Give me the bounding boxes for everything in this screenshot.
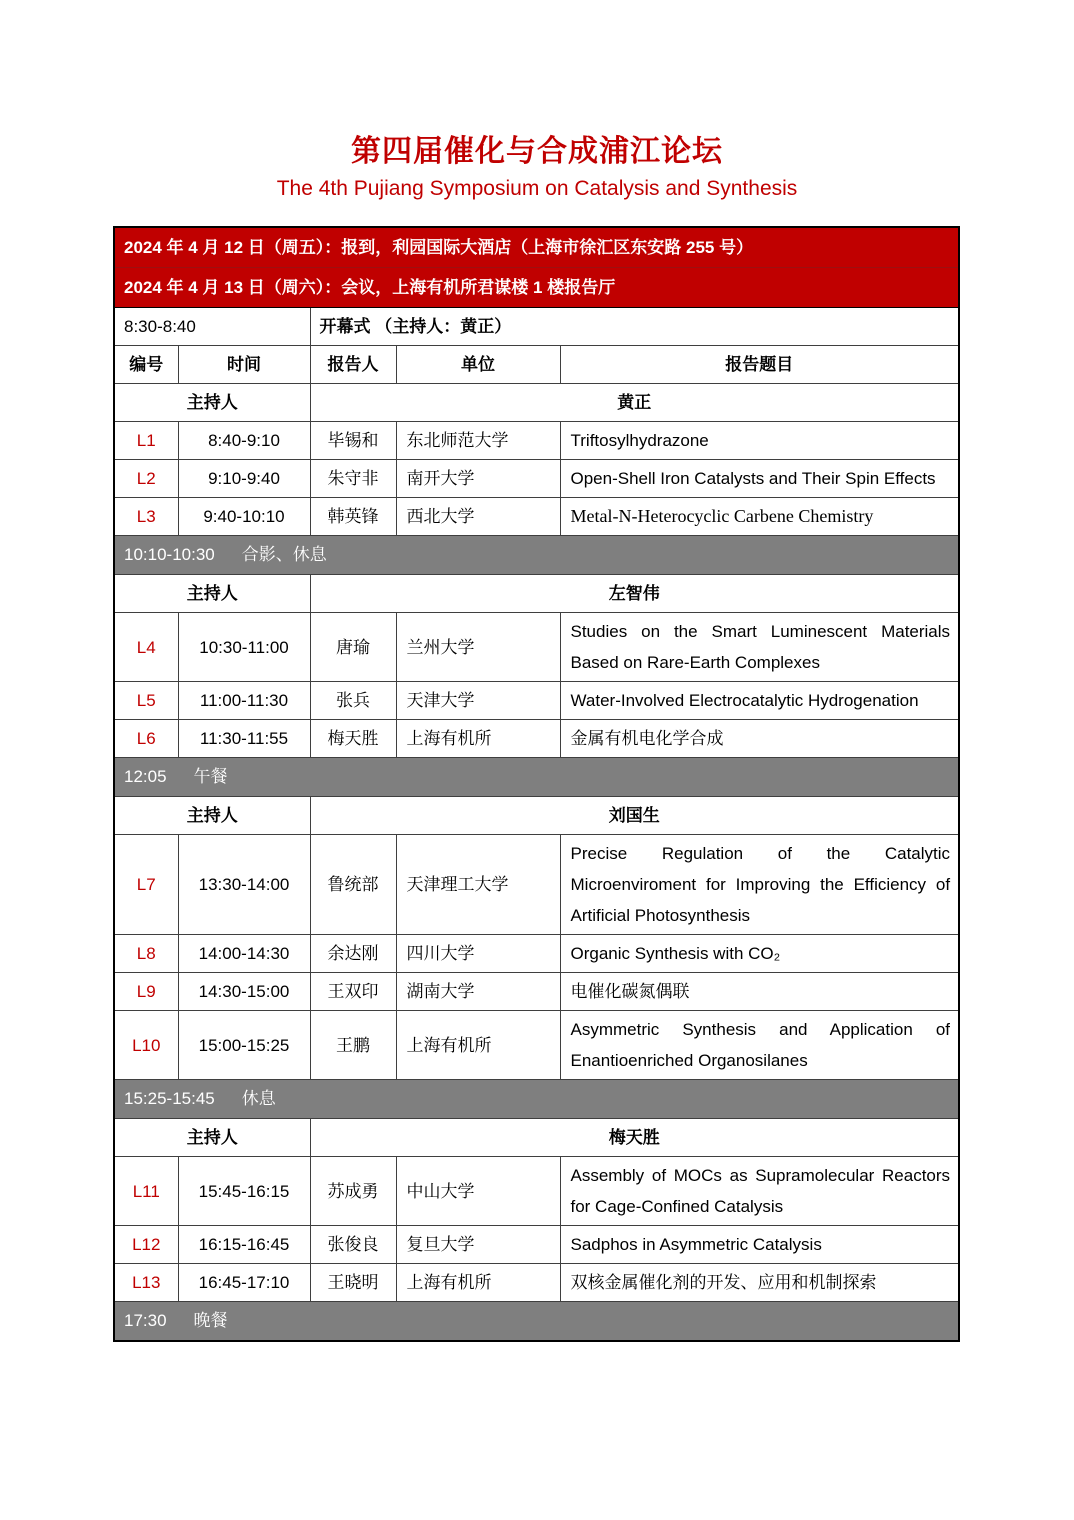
talk-time: 8:40-9:10 xyxy=(178,422,310,460)
talk-row xyxy=(114,1157,959,1226)
talk-time: 10:30-11:00 xyxy=(178,613,310,682)
chair-row xyxy=(114,1119,959,1157)
col-header-time: 时间 xyxy=(178,346,310,384)
talk-speaker: 张俊良 xyxy=(310,1226,396,1264)
talk-title: Water-Involved Electrocatalytic Hydrogenation xyxy=(560,682,959,720)
opening-label: 开幕式 （主持人：黄正） xyxy=(310,308,959,346)
talk-title: Metal-N-Heterocyclic Carbene Chemistry xyxy=(560,498,959,536)
chair-name: 左智伟 xyxy=(310,575,959,613)
talk-row xyxy=(114,835,959,935)
talk-time: 15:45-16:15 xyxy=(178,1157,310,1226)
chair-label: 主持人 xyxy=(114,384,310,422)
talk-title: Organic Synthesis with CO₂ xyxy=(560,935,959,973)
talk-row xyxy=(114,613,959,682)
talk-id: L8 xyxy=(114,935,178,973)
talk-row xyxy=(114,422,959,460)
talk-time: 14:00-14:30 xyxy=(178,935,310,973)
talk-row xyxy=(114,935,959,973)
chair-name: 刘国生 xyxy=(310,797,959,835)
talk-time: 13:30-14:00 xyxy=(178,835,310,935)
talk-affiliation: 上海有机所 xyxy=(396,720,560,758)
talk-time: 16:15-16:45 xyxy=(178,1226,310,1264)
col-header-affiliation: 单位 xyxy=(396,346,560,384)
break-label: 合影、休息 xyxy=(241,545,327,564)
talk-row xyxy=(114,1226,959,1264)
program-table xyxy=(113,226,960,1342)
talk-time: 9:10-9:40 xyxy=(178,460,310,498)
talk-row xyxy=(114,1011,959,1080)
talk-row xyxy=(114,498,959,536)
page-title: 第四届催化与合成浦江论坛 xyxy=(351,135,723,168)
talk-affiliation: 复旦大学 xyxy=(396,1226,560,1264)
talk-speaker: 余达刚 xyxy=(310,935,396,973)
break-time: 15:25-15:45 xyxy=(124,1089,215,1108)
talk-id: L9 xyxy=(114,973,178,1011)
talk-speaker: 王双印 xyxy=(310,973,396,1011)
talk-affiliation: 西北大学 xyxy=(396,498,560,536)
opening-row xyxy=(114,308,959,346)
talk-time: 11:00-11:30 xyxy=(178,682,310,720)
banner-row xyxy=(114,268,959,308)
talk-row xyxy=(114,682,959,720)
talk-affiliation: 四川大学 xyxy=(396,935,560,973)
break-row xyxy=(114,1302,959,1342)
talk-row xyxy=(114,460,959,498)
talk-affiliation: 上海有机所 xyxy=(396,1264,560,1302)
talk-time: 16:45-17:10 xyxy=(178,1264,310,1302)
talk-row xyxy=(114,720,959,758)
chair-name: 梅天胜 xyxy=(310,1119,959,1157)
talk-time: 11:30-11:55 xyxy=(178,720,310,758)
talk-title: Assembly of MOCs as Supramolecular Reactors for Cage-Confined Catalysis xyxy=(560,1157,959,1226)
talk-id: L1 xyxy=(114,422,178,460)
talk-id: L3 xyxy=(114,498,178,536)
talk-id: L4 xyxy=(114,613,178,682)
talk-title: 双核金属催化剂的开发、应用和机制探索 xyxy=(560,1264,959,1302)
talk-speaker: 鲁统部 xyxy=(310,835,396,935)
col-header-id: 编号 xyxy=(114,346,178,384)
col-header-title: 报告题目 xyxy=(560,346,959,384)
talk-title: Triftosylhydrazone xyxy=(560,422,959,460)
talk-row xyxy=(114,973,959,1011)
talk-title: 电催化碳氮偶联 xyxy=(560,973,959,1011)
talk-title: Studies on the Smart Luminescent Materials Based on Rare-Earth Complexes xyxy=(560,613,959,682)
talk-speaker: 韩英锋 xyxy=(310,498,396,536)
talk-title: Precise Regulation of the Catalytic Microenviroment for Improving the Efficiency of Artificial Photosynthesis xyxy=(560,835,959,935)
talk-speaker: 唐瑜 xyxy=(310,613,396,682)
chair-label: 主持人 xyxy=(114,797,310,835)
break-time: 10:10-10:30 xyxy=(124,545,215,564)
talk-speaker: 王鹏 xyxy=(310,1011,396,1080)
chair-label: 主持人 xyxy=(114,1119,310,1157)
break-row xyxy=(114,1080,959,1119)
talk-affiliation: 南开大学 xyxy=(396,460,560,498)
chair-row xyxy=(114,575,959,613)
talk-speaker: 朱守非 xyxy=(310,460,396,498)
break-label: 午餐 xyxy=(193,767,228,786)
talk-id: L7 xyxy=(114,835,178,935)
talk-id: L5 xyxy=(114,682,178,720)
talk-affiliation: 上海有机所 xyxy=(396,1011,560,1080)
talk-speaker: 张兵 xyxy=(310,682,396,720)
talk-speaker: 王晓明 xyxy=(310,1264,396,1302)
talk-title: 金属有机电化学合成 xyxy=(560,720,959,758)
col-header-speaker: 报告人 xyxy=(310,346,396,384)
talk-row xyxy=(114,1264,959,1302)
banner-day1: 2024 年 4 月 12 日（周五）：报到，利园国际大酒店（上海市徐汇区东安路 255 号） xyxy=(114,227,959,268)
break-row xyxy=(114,758,959,797)
talk-speaker: 梅天胜 xyxy=(310,720,396,758)
break-time: 17:30 xyxy=(124,1311,167,1330)
talk-id: L2 xyxy=(114,460,178,498)
talk-speaker: 苏成勇 xyxy=(310,1157,396,1226)
talk-id: L6 xyxy=(114,720,178,758)
banner-row xyxy=(114,227,959,268)
talk-affiliation: 中山大学 xyxy=(396,1157,560,1226)
talk-affiliation: 天津大学 xyxy=(396,682,560,720)
talk-id: L11 xyxy=(114,1157,178,1226)
talk-id: L12 xyxy=(114,1226,178,1264)
talk-time: 14:30-15:00 xyxy=(178,973,310,1011)
break-row xyxy=(114,536,959,575)
banner-day2: 2024 年 4 月 13 日（周六）：会议，上海有机所君谋楼 1 楼报告厅 xyxy=(114,268,959,308)
page-subtitle: The 4th Pujiang Symposium on Catalysis and Synthesis xyxy=(276,177,798,200)
talk-affiliation: 湖南大学 xyxy=(396,973,560,1011)
break-label: 休息 xyxy=(241,1089,276,1108)
talk-affiliation: 兰州大学 xyxy=(396,613,560,682)
talk-speaker: 毕锡和 xyxy=(310,422,396,460)
chair-row xyxy=(114,384,959,422)
talk-time: 15:00-15:25 xyxy=(178,1011,310,1080)
talk-title: Asymmetric Synthesis and Application of Enantioenriched Organosilanes xyxy=(560,1011,959,1080)
talk-title: Open-Shell Iron Catalysts and Their Spin Effects xyxy=(560,460,959,498)
opening-time: 8:30-8:40 xyxy=(114,308,310,346)
break-label: 晚餐 xyxy=(193,1311,228,1330)
talk-id: L13 xyxy=(114,1264,178,1302)
chair-name: 黄正 xyxy=(310,384,959,422)
talk-title: Sadphos in Asymmetric Catalysis xyxy=(560,1226,959,1264)
break-time: 12:05 xyxy=(124,767,167,786)
talk-time: 9:40-10:10 xyxy=(178,498,310,536)
column-header-row xyxy=(114,346,959,384)
chair-row xyxy=(114,797,959,835)
talk-affiliation: 东北师范大学 xyxy=(396,422,560,460)
talk-affiliation: 天津理工大学 xyxy=(396,835,560,935)
chair-label: 主持人 xyxy=(114,575,310,613)
talk-id: L10 xyxy=(114,1011,178,1080)
